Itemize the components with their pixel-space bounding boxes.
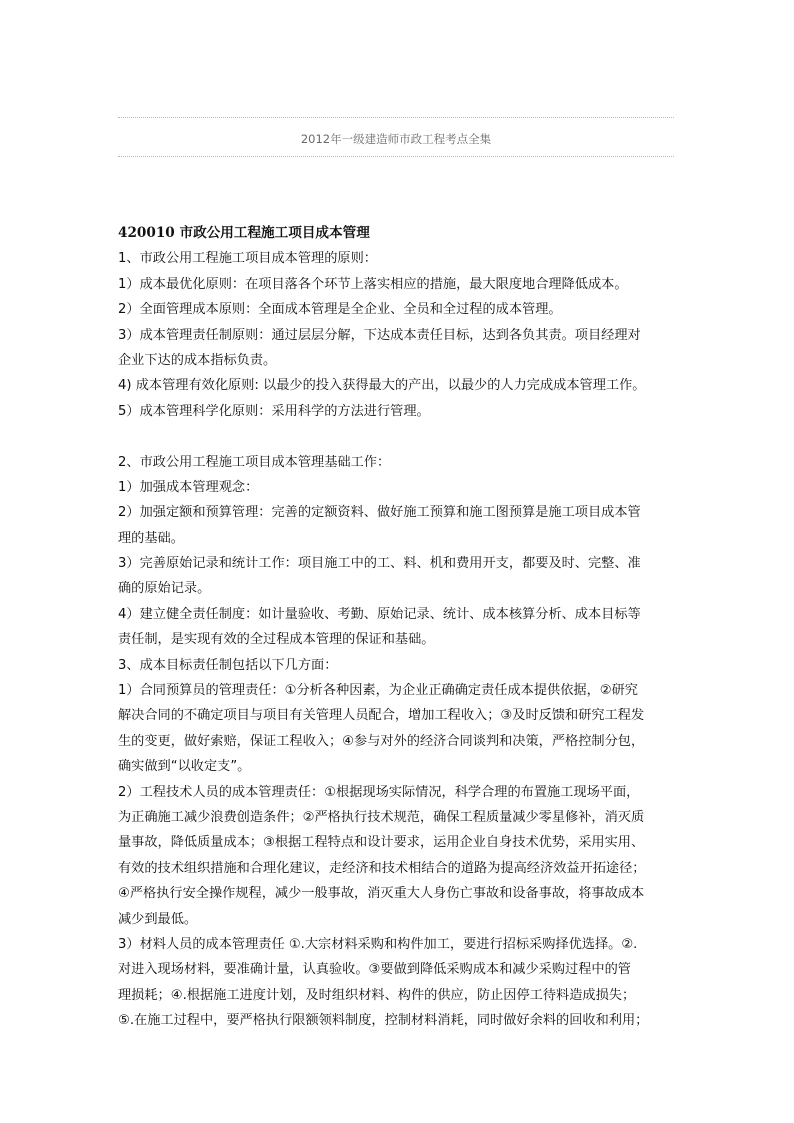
header-bottom-rule [118,156,674,157]
paragraph-line: 4）建立健全责任制度：如计量验收、考勤、原始记录、统计、成本核算分析、成本目标等 [118,606,641,622]
paragraph-line: 2、市政公用工程施工项目成本管理基础工作： [118,454,391,470]
paragraph-line: 确实做到“以收定支”。 [118,759,251,775]
paragraph-line: 减少到最低。 [118,911,198,927]
paragraph-line: 1）成本最优化原则：在项目落各个环节上落实相应的措施，最大限度地合理降低成本。 [118,276,628,292]
paragraph-line: 企业下达的成本指标负责。 [118,352,277,368]
paragraph-line: 4) 成本管理有效化原则: 以最少的投入获得最大的产出，以最少的人力完成成本管理工作。 [118,378,646,394]
paragraph-line: 理的基础。 [118,530,184,546]
paragraph-line: ④严格执行安全操作规程，减少一般事故，消灭重大人身伤亡事故和设备事故，将事故成本 [118,886,645,902]
paragraph-line: 有效的技术组织措施和合理化建议，走经济和技术相结合的道路为提高经济效益开拓途径； [118,860,646,876]
paragraph-line: 1、市政公用工程施工项目成本管理的原则： [118,251,377,267]
paragraph-line: 1）加强成本管理观念： [118,479,259,495]
document-header-title: 2012年一级建造师市政工程考点全集 [300,132,492,146]
section-heading: 420010 市政公用工程施工项目成本管理 [118,225,370,241]
paragraph-line: 3）完善原始记录和统计工作：项目施工中的工、料、机和费用开支，都要及时、完整、准 [118,556,641,572]
paragraph-line: 量事故，降低质量成本；③根据工程特点和设计要求，运用企业自身技术优势，采用实用、 [118,835,645,851]
paragraph-line: 确的原始记录。 [118,581,211,597]
header-top-rule [118,117,674,118]
document-body [118,221,678,1034]
paragraph-line: ⑤.在施工过程中，要严格执行限额领料制度，控制材料消耗，同时做好余料的回收和利用； [118,1013,649,1029]
paragraph-line: 3、成本目标责任制包括以下几方面： [118,657,338,673]
blank-line [118,424,678,449]
paragraph-line: 对进入现场材料，要准确计量，认真验收。③要做到降低采购成本和减少采购过程中的管 [118,962,631,978]
paragraph-line: 2）加强定额和预算管理：完善的定额资料、做好施工预算和施工图预算是施工项目成本管 [118,505,641,521]
paragraph-line: 理损耗；④.根据施工进度计划，及时组织材料、构件的供应，防止因停工待料造成损失； [118,987,636,1003]
paragraph-line: 生的变更，做好索赔，保证工程收入；④参与对外的经济合同谈判和决策，严格控制分包， [118,733,645,749]
paragraph-line: 2）工程技术人员的成本管理责任：①根据现场实际情况，科学合理的布置施工现场平面， [118,784,640,800]
paragraph-line: 解决合同的不确定项目与项目有关管理人员配合，增加工程收入；③及时反馈和研究工程发 [118,708,645,724]
paragraph-line: 3）材料人员的成本管理责任 ①.大宗材料采购和构件加工，要进行招标采购择优选择。②. [118,936,638,952]
paragraph-line: 2）全面管理成本原则：全面成本管理是全企业、全员和全过程的成本管理。 [118,302,562,318]
paragraph-line: 5）成本管理科学化原则：采用科学的方法进行管理。 [118,403,430,419]
paragraph-line: 为正确施工减少浪费创造条件；②严格执行技术规范，确保工程质量减少零星修补，消灭质 [118,809,645,825]
paragraph-line: 责任制，是实现有效的全过程成本管理的保证和基础。 [118,632,435,648]
paragraph-line: 3）成本管理责任制原则：通过层层分解，下达成本责任目标，达到各负其责。项目经理对 [118,327,641,343]
paragraph-line: 1）合同预算员的管理责任：①分析各种因素，为企业正确确定责任成本提供依据，②研究 [118,683,638,699]
